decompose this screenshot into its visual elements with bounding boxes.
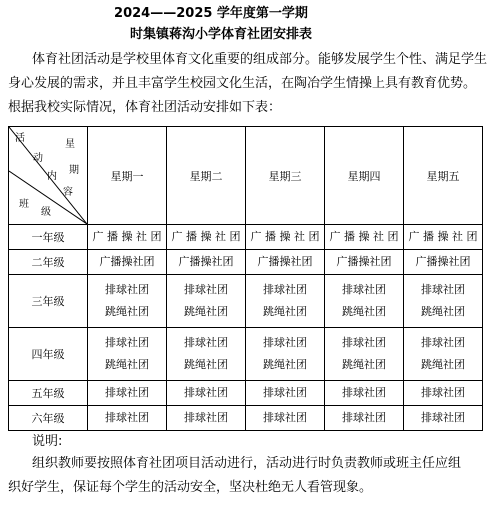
table-row — [9, 225, 483, 250]
activity-cell — [404, 381, 483, 406]
activity-name: 广播操社团 — [99, 255, 155, 268]
grade-cell: 一年级 — [9, 225, 88, 250]
activity-name: 跳绳社团 — [263, 305, 307, 318]
activity-cell — [246, 381, 325, 406]
grade-cell: 二年级 — [9, 250, 88, 275]
activity-cell — [325, 275, 404, 328]
activity-name: 排球社团 — [105, 283, 149, 296]
activity-name: 广播操社团 — [178, 255, 234, 268]
day-header: 星期五 — [404, 127, 483, 225]
activity-cell — [246, 328, 325, 381]
activity-name: 广 播 操 社 团 — [92, 230, 162, 243]
activity-name: 排球社团 — [263, 386, 307, 399]
grade-cell: 五年级 — [9, 381, 88, 406]
grade-cell: 六年级 — [9, 406, 88, 431]
note-text: 组织教师要按照体育社团项目活动进行，活动进行时负责教师或班主任应组织好学生，保证每个学生的活动安全，坚决杜绝无人看管现象。 — [8, 456, 462, 495]
schedule-table — [8, 126, 483, 431]
activity-cell — [325, 250, 404, 275]
activity-cell — [246, 275, 325, 328]
activity-name: 跳绳社团 — [105, 358, 149, 371]
activity-cell — [325, 381, 404, 406]
activity-name: 排球社团 — [421, 386, 465, 399]
activity-cell — [325, 406, 404, 431]
activity-name: 广 播 操 社 团 — [408, 230, 478, 243]
activity-name: 广 播 操 社 团 — [250, 230, 320, 243]
activity-name: 跳绳社团 — [184, 305, 228, 318]
activity-cell — [325, 225, 404, 250]
activity-cell — [88, 225, 167, 250]
activity-cell — [246, 250, 325, 275]
activity-cell — [404, 406, 483, 431]
table-row — [9, 381, 483, 406]
doc-title-main: 时集镇蒋沟小学体育社团安排表 — [129, 27, 312, 42]
activity-name: 排球社团 — [342, 386, 386, 399]
activity-name: 广 播 操 社 团 — [329, 230, 399, 243]
note-label: 说明: — [32, 434, 63, 449]
intro-paragraph: 体育社团活动是学校里体育文化重要的组成部分。能够发展学生个性、满足学生身心发展的需求，并且丰富学生校园文化生活，在陶冶学生情操上具有教育优势。根据我校实际情况，体育社团活动安排如下表： — [8, 52, 488, 115]
diag-label-class2: 级 — [41, 207, 51, 218]
activity-name: 跳绳社团 — [263, 358, 307, 371]
activity-cell — [88, 250, 167, 275]
activity-cell — [325, 328, 404, 381]
day-header: 星期二 — [167, 127, 246, 225]
activity-cell — [246, 406, 325, 431]
day-header: 星期三 — [246, 127, 325, 225]
activity-cell — [167, 381, 246, 406]
activity-cell — [167, 328, 246, 381]
diag-label-class1: 班 — [19, 199, 29, 210]
activity-name: 跳绳社团 — [421, 305, 465, 318]
table-row — [9, 250, 483, 275]
activity-name: 广播操社团 — [336, 255, 392, 268]
activity-cell — [88, 328, 167, 381]
activity-name: 排球社团 — [184, 283, 228, 296]
activity-name: 跳绳社团 — [342, 358, 386, 371]
activity-name: 排球社团 — [342, 411, 386, 424]
table-row — [9, 406, 483, 431]
table-row — [9, 275, 483, 328]
grade-cell: 四年级 — [9, 328, 88, 381]
activity-cell — [404, 275, 483, 328]
table-header-row — [9, 127, 483, 225]
activity-cell — [404, 225, 483, 250]
activity-cell — [167, 406, 246, 431]
activity-name: 排球社团 — [342, 336, 386, 349]
diag-label-week2: 期 — [69, 165, 79, 176]
activity-name: 跳绳社团 — [421, 358, 465, 371]
activity-cell — [88, 406, 167, 431]
day-header: 星期四 — [325, 127, 404, 225]
diagonal-header-cell — [9, 127, 88, 225]
activity-name: 排球社团 — [421, 336, 465, 349]
day-header: 星期一 — [88, 127, 167, 225]
activity-name: 跳绳社团 — [342, 305, 386, 318]
activity-name: 排球社团 — [105, 411, 149, 424]
activity-name: 排球社团 — [184, 411, 228, 424]
activity-name: 广 播 操 社 团 — [171, 230, 241, 243]
activity-cell — [404, 328, 483, 381]
diag-label-inner: 内 — [47, 171, 57, 182]
activity-name: 排球社团 — [421, 411, 465, 424]
activity-cell — [167, 250, 246, 275]
activity-name: 排球社团 — [342, 283, 386, 296]
activity-name: 跳绳社团 — [184, 358, 228, 371]
activity-name: 排球社团 — [105, 336, 149, 349]
diag-label-week1: 星 — [65, 139, 75, 150]
activity-cell — [88, 381, 167, 406]
activity-cell — [167, 225, 246, 250]
activity-name: 排球社团 — [263, 283, 307, 296]
diag-label-move: 动 — [33, 153, 43, 164]
grade-cell: 三年级 — [9, 275, 88, 328]
activity-name: 广播操社团 — [415, 255, 471, 268]
activity-name: 跳绳社团 — [105, 305, 149, 318]
diag-label-activity: 活 — [15, 133, 25, 144]
doc-title-year: 2024——2025 学年度第一学期 — [114, 6, 308, 21]
activity-name: 排球社团 — [105, 386, 149, 399]
activity-name: 排球社团 — [184, 386, 228, 399]
activity-cell — [167, 275, 246, 328]
table-row — [9, 328, 483, 381]
activity-name: 排球社团 — [263, 336, 307, 349]
activity-cell — [404, 250, 483, 275]
diag-label-content: 容 — [63, 187, 73, 198]
activity-name: 排球社团 — [421, 283, 465, 296]
activity-name: 广播操社团 — [257, 255, 313, 268]
activity-cell — [88, 275, 167, 328]
activity-name: 排球社团 — [184, 336, 228, 349]
activity-cell — [246, 225, 325, 250]
activity-name: 排球社团 — [263, 411, 307, 424]
